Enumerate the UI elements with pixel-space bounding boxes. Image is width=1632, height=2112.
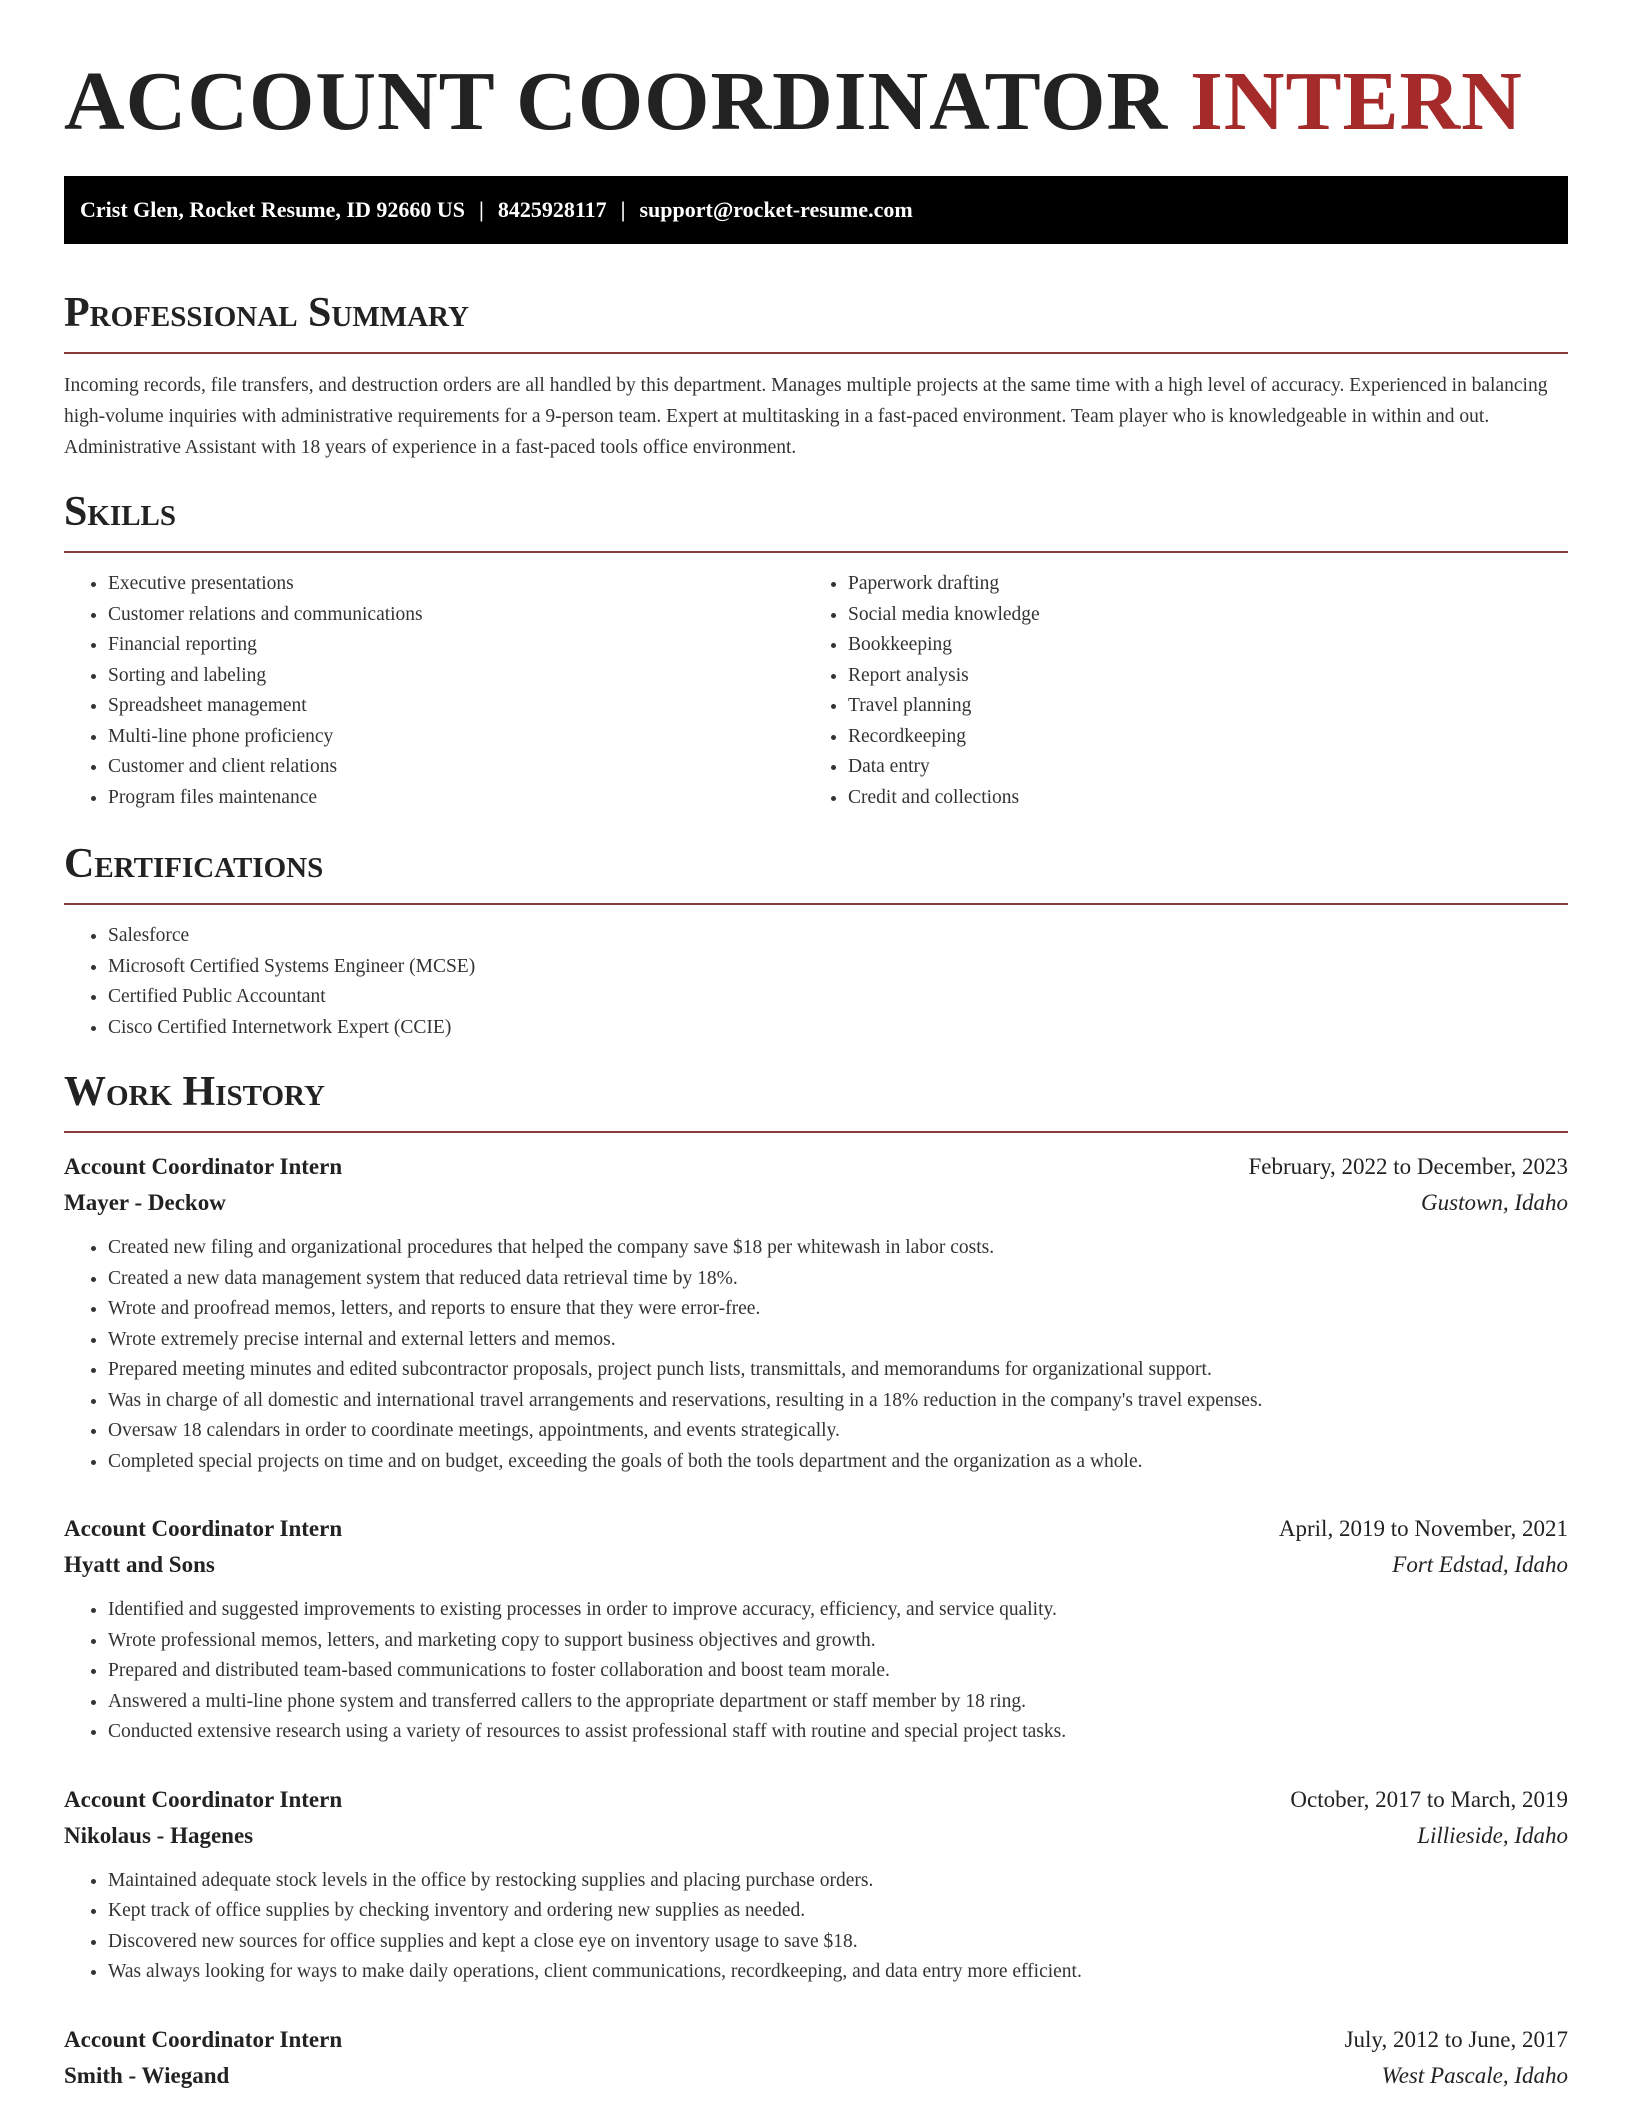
skill-item: • Paperwork drafting: [848, 569, 1544, 600]
work-history-section: [64, 1067, 1568, 2094]
skill-item: • Data entry: [848, 752, 1544, 783]
job-entry: [64, 1149, 1568, 1477]
job-bullets: [64, 1595, 1568, 1748]
skills-column-left: [64, 569, 804, 813]
job-company: Smith - Wiegand: [64, 2062, 230, 2088]
skill-item: • Sorting and labeling: [108, 661, 804, 692]
contact-bar: [64, 176, 1568, 244]
job-bullet: • Created new filing and organizational procedures that helped the company save $18 per whitewash in labor costs.: [108, 1233, 1568, 1264]
contact-separator: |: [620, 197, 626, 222]
job-header: [64, 2022, 1568, 2058]
skill-item: • Credit and collections: [848, 783, 1544, 814]
job-bullet: • Maintained adequate stock levels in the office by restocking supplies and placing purchase orders.: [108, 1866, 1568, 1897]
job-bullet: • Created a new data management system that reduced data retrieval time by 18%.: [108, 1264, 1568, 1295]
skill-item: • Bookkeeping: [848, 630, 1544, 661]
certification-item: • Salesforce: [108, 921, 1568, 952]
skill-item: • Travel planning: [848, 691, 1544, 722]
job-bullet: • Conducted extensive research using a variety of resources to assist professional staff with routine and special project tasks.: [108, 1717, 1568, 1748]
job-dates: July, 2012 to June, 2017: [1344, 2026, 1568, 2052]
skills-list-left: [64, 569, 804, 813]
skill-item: • Multi-line phone proficiency: [108, 722, 804, 753]
job-dates: April, 2019 to November, 2021: [1278, 1516, 1568, 1541]
job-bullet: • Wrote extremely precise internal and external letters and memos.: [108, 1325, 1568, 1356]
summary-text: Incoming records, file transfers, and destruction orders are all handled by this department. Manages multiple projects at the same time with a high level of accuracy. Experienced in balancing high-volume inquiries with administrative requirements for a 9-person team. Expert at multitasking in a fast-paced environment. Team player who is knowledgeable in within and out. Administrative Assistant with 18 years of experience in a fast-paced tools office environment.: [64, 375, 1548, 458]
job-subheader: [64, 1185, 1568, 1221]
job-company: Hyatt and Sons: [64, 1552, 215, 1577]
title-main: ACCOUNT COORDINATOR: [64, 55, 1169, 148]
job-header: [64, 1149, 1568, 1185]
section-heading-certifications: Certifications: [64, 841, 324, 887]
skill-item: • Customer and client relations: [108, 752, 804, 783]
section-heading-work-history: Work History: [64, 1069, 325, 1115]
job-header: [64, 1511, 1568, 1547]
job-location: Gustown, Idaho: [1421, 1190, 1568, 1215]
job-dates: October, 2017 to March, 2019: [1290, 1786, 1568, 1812]
job-entry: [64, 1782, 1568, 1988]
contact-address: Crist Glen, Rocket Resume, ID 92660 US: [80, 197, 465, 222]
certification-item: • Cisco Certified Internetwork Expert (CCIE): [108, 1013, 1568, 1044]
job-title: Account Coordinator Intern: [64, 1154, 343, 1179]
title-accent: INTERN: [1190, 55, 1523, 148]
job-bullet: • Wrote professional memos, letters, and marketing copy to support business objectives and growth.: [108, 1626, 1568, 1657]
job-title: Account Coordinator Intern: [64, 2026, 343, 2052]
job-entry: [64, 1511, 1568, 1748]
section-divider: [64, 352, 1568, 354]
resume-page: [64, 0, 1568, 2094]
job-location: Lillieside, Idaho: [1417, 1822, 1568, 1848]
contact-email[interactable]: support@rocket-resume.com: [639, 197, 913, 222]
job-company: Nikolaus - Hagenes: [64, 1822, 254, 1848]
job-company: Mayer - Deckow: [64, 1190, 226, 1215]
skill-item: • Recordkeeping: [848, 722, 1544, 753]
job-bullet: • Prepared and distributed team-based communications to foster collaboration and boost team morale.: [108, 1656, 1568, 1687]
job-bullet: • Kept track of office supplies by checking inventory and ordering new supplies as needed.: [108, 1896, 1568, 1927]
job-bullet: • Oversaw 18 calendars in order to coordinate meetings, appointments, and events strategically.: [108, 1416, 1568, 1447]
job-location: West Pascale, Idaho: [1381, 2062, 1568, 2088]
job-bullet: • Was in charge of all domestic and international travel arrangements and reservations, resulting in a 18% reduction in the company's travel expenses.: [108, 1386, 1568, 1417]
skills-list-right: [804, 569, 1544, 813]
skill-item: • Customer relations and communications: [108, 600, 804, 631]
section-heading-skills: Skills: [64, 489, 177, 535]
skill-item: • Executive presentations: [108, 569, 804, 600]
certification-item: • Certified Public Accountant: [108, 982, 1568, 1013]
job-title: Account Coordinator Intern: [64, 1786, 343, 1812]
job-header: [64, 1782, 1568, 1818]
section-divider: [64, 1131, 1568, 1133]
job-entry: [64, 2022, 1568, 2094]
job-bullet: • Answered a multi-line phone system and transferred callers to the appropriate department or staff member by 18 ring.: [108, 1687, 1568, 1718]
job-bullet: • Identified and suggested improvements to existing processes in order to improve accuracy, efficiency, and service quality.: [108, 1595, 1568, 1626]
job-bullet: • Discovered new sources for office supplies and kept a close eye on inventory usage to save $18.: [108, 1927, 1568, 1958]
skill-item: • Social media knowledge: [848, 600, 1544, 631]
job-subheader: [64, 1818, 1568, 1854]
job-bullet: • Prepared meeting minutes and edited subcontractor proposals, project punch lists, transmittals, and memorandums for organizational support.: [108, 1355, 1568, 1386]
job-bullet: • Was always looking for ways to make daily operations, client communications, recordkeeping, and data entry more efficient.: [108, 1957, 1568, 1988]
job-bullet: • Completed special projects on time and on budget, exceeding the goals of both the tools department and the organization as a whole.: [108, 1447, 1568, 1478]
skill-item: • Spreadsheet management: [108, 691, 804, 722]
section-heading-summary: Professional Summary: [64, 290, 469, 336]
section-divider: [64, 551, 1568, 553]
job-subheader: [64, 1547, 1568, 1583]
skill-item: • Report analysis: [848, 661, 1544, 692]
job-location: Fort Edstad, Idaho: [1392, 1552, 1568, 1577]
job-subheader: [64, 2058, 1568, 2094]
job-bullets: [64, 1233, 1568, 1477]
skills-section: [64, 487, 1568, 813]
skills-column-right: [804, 569, 1544, 813]
contact-phone[interactable]: 8425928117: [497, 197, 607, 222]
job-dates: February, 2022 to December, 2023: [1248, 1154, 1568, 1179]
summary-section: [64, 288, 1568, 463]
job-title: Account Coordinator Intern: [64, 1516, 343, 1541]
certifications-section: [64, 839, 1568, 1043]
certification-item: • Microsoft Certified Systems Engineer (MCSE): [108, 952, 1568, 983]
job-bullets: [64, 1866, 1568, 1988]
section-divider: [64, 903, 1568, 905]
certifications-list: [64, 921, 1568, 1043]
job-bullet: • Wrote and proofread memos, letters, and reports to ensure that they were error-free.: [108, 1294, 1568, 1325]
skills-grid: [64, 569, 1568, 813]
skill-item: • Program files maintenance: [108, 783, 804, 814]
skill-item: • Financial reporting: [108, 630, 804, 661]
resume-title: [64, 0, 1568, 152]
contact-separator: |: [478, 197, 484, 222]
